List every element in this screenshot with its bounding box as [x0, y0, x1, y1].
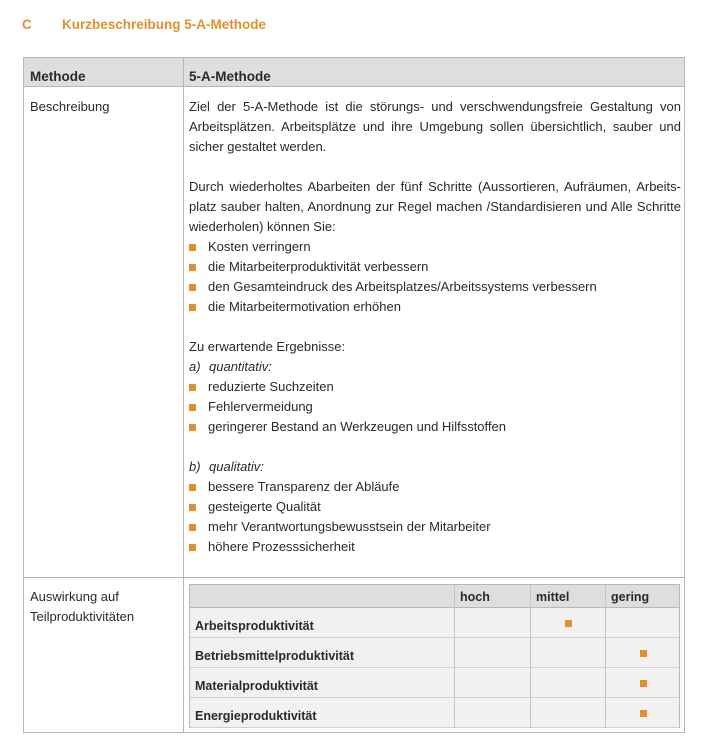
header-method-label: Methode: [30, 69, 86, 84]
section-header: [22, 17, 266, 32]
steps-line: platz sauber halten, Anordnung zur Regel machen /Standardisieren und Alle Schritte: [189, 199, 681, 214]
benefits-list: [189, 237, 681, 317]
header-method-name: 5-A-Methode: [189, 69, 271, 84]
list-item: geringerer Bestand an Werkzeugen und Hilfsstoffen: [189, 417, 681, 437]
impact-row-label: Arbeitsproduktivität: [195, 619, 314, 633]
quant-heading: [189, 357, 681, 377]
list-item: höhere Prozesssicherheit: [189, 537, 681, 557]
qual-letter: b): [189, 459, 201, 474]
table-header-row: [24, 58, 684, 87]
level-marker: [640, 680, 647, 687]
list-item: mehr Verantwortungsbewusstsein der Mitarbeiter: [189, 517, 681, 537]
steps-line: Durch wiederholtes Abarbeiten der fünf Schritte (Aussortieren, Aufräumen, Arbeits-: [189, 179, 681, 194]
auswirkung-label-line: Auswirkung auf: [30, 589, 119, 604]
intro-line: sicher gestaltet werden.: [189, 139, 327, 154]
impact-table: [189, 584, 680, 728]
auswirkung-label-line: Teilproduktivitäten: [30, 609, 135, 624]
list-item: gesteigerte Qualität: [189, 497, 681, 517]
section-title: Kurzbeschreibung 5-A-Methode: [62, 17, 267, 32]
column-hoch: hoch: [460, 590, 490, 604]
list-item: Fehlervermeidung: [189, 397, 681, 417]
intro-line: Arbeitsplätzen. Arbeitsplätze und ihre Umgebung sollen übersichtlich, sauber und: [189, 119, 681, 134]
impact-column-divider: [530, 585, 531, 728]
impact-row-label: Energieproduktivität: [195, 709, 317, 723]
list-item: bessere Transparenz der Abläufe: [189, 477, 681, 497]
quant-label: quantitativ:: [209, 359, 272, 374]
level-marker: [640, 650, 647, 657]
impact-row-label: Betriebsmittelproduktivität: [195, 649, 355, 663]
list-item: die Mitarbeitermotivation erhöhen: [189, 297, 681, 317]
quant-list: [189, 377, 681, 437]
list-item: reduzierte Suchzeiten: [189, 377, 681, 397]
list-item: die Mitarbeiterproduktivität verbessern: [189, 257, 681, 277]
beschreibung-label: Beschreibung: [30, 99, 110, 114]
impact-column-divider: [605, 585, 606, 728]
section-letter: C: [22, 17, 32, 32]
level-marker: [640, 710, 647, 717]
row-divider: [24, 577, 684, 578]
column-divider: [183, 58, 184, 732]
auswirkung-label: [30, 587, 134, 627]
column-gering: gering: [611, 590, 650, 604]
results-label: Zu erwartende Ergebnisse:: [189, 339, 346, 354]
list-item: den Gesamteindruck des Arbeitsplatzes/Arbeitssystems verbessern: [189, 277, 681, 297]
level-marker: [565, 620, 572, 627]
qual-list: [189, 477, 681, 557]
intro-line: Ziel der 5-A-Methode ist die störungs- und verschwendungsfreie Gestaltung von: [189, 99, 681, 114]
impact-row-label: Materialproduktivität: [195, 679, 318, 693]
qual-heading: [189, 457, 681, 477]
column-mittel: mittel: [536, 590, 570, 604]
beschreibung-content: [189, 97, 681, 557]
method-table: [23, 57, 685, 733]
steps-line: wiederholen) können Sie:: [189, 219, 336, 234]
qual-label: qualitativ:: [209, 459, 264, 474]
quant-letter: a): [189, 359, 201, 374]
impact-column-divider: [454, 585, 455, 728]
list-item: Kosten verringern: [189, 237, 681, 257]
